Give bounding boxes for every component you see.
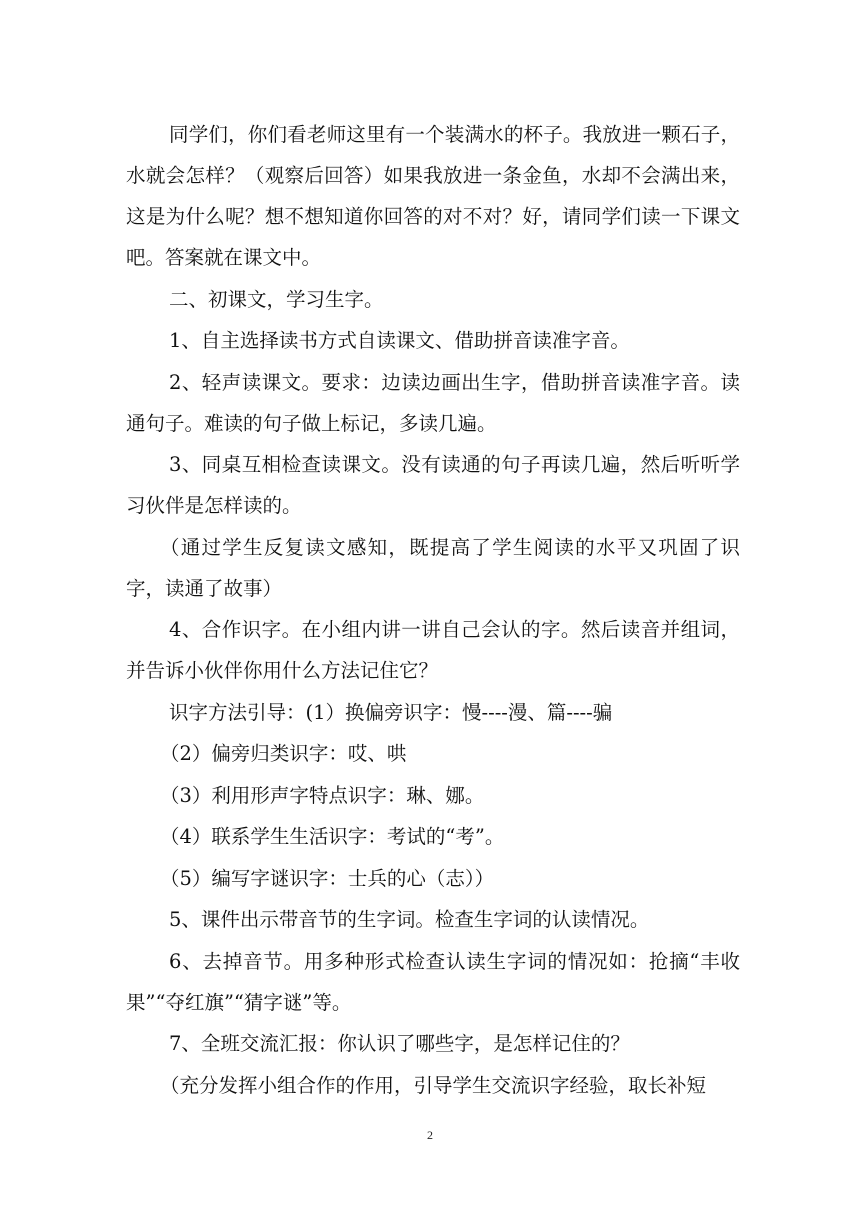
paragraph-intro: 同学们，你们看老师这里有一个装满水的杯子。我放进一颗石子，水就会怎样？（观察后回答）如果我放进一条金鱼，水却不会满出来，这是为什么呢？想不想知道你回答的对不对？好，请同学们读一下课文吧。答案就在课文中。 (126, 123, 740, 269)
paragraph-method-5: （5）编写字谜识字：士兵的心（志）） (160, 866, 495, 890)
paragraph-method-4: （4）联系学生生活识字：考试的“考”。 (160, 825, 505, 848)
page-number: 2 (427, 1128, 433, 1142)
document-body (126, 114, 740, 1106)
paragraph-method-3: （3）利用形声字特点识字：琳、娜。 (160, 783, 485, 807)
paragraph-step-4: 4、合作识字。在小组内讲一讲自己会认的字。然后读音并组词，并告诉小伙伴你用什么方法记住它？ (126, 618, 740, 682)
paragraph-step-7: 7、全班交流汇报：你认识了哪些字，是怎样记住的？ (169, 1032, 630, 1055)
paragraph-section-heading: 二、初课文，学习生字。 (169, 287, 384, 311)
paragraph-note-2: （充分发挥小组合作的作用，引导学生交流识字经验，取长补短 (160, 1073, 707, 1097)
paragraph-method-intro: 识字方法引导：(1）换偏旁识字：慢----漫、篇----骗 (169, 700, 613, 724)
paragraph-step-3: 3、同桌互相检查读课文。没有读通的句子再读几遍，然后听听学习伙伴是怎样读的。 (126, 453, 740, 517)
paragraph-step-6: 6、去掉音节。用多种形式检查认读生字词的情况如：抢摘“丰收果”“夺红旗”“猜字谜”等。 (126, 949, 740, 1014)
paragraph-step-1: 1、自主选择读书方式自读课文、借助拼音读准字音。 (169, 329, 630, 352)
paragraph-method-2: （2）偏旁归类识字：哎、哄 (160, 742, 407, 765)
paragraph-step-2: 2、轻声读课文。要求：边读边画出生字，借助拼音读准字音。读通句子。难读的句子做上标记，多读几遍。 (126, 370, 740, 435)
paragraph-note-1: （通过学生反复读文感知，既提高了学生阅读的水平又巩固了识字，读通了故事） (126, 535, 740, 600)
paragraph-step-5: 5、课件出示带音节的生字词。检查生字词的认读情况。 (169, 908, 650, 931)
